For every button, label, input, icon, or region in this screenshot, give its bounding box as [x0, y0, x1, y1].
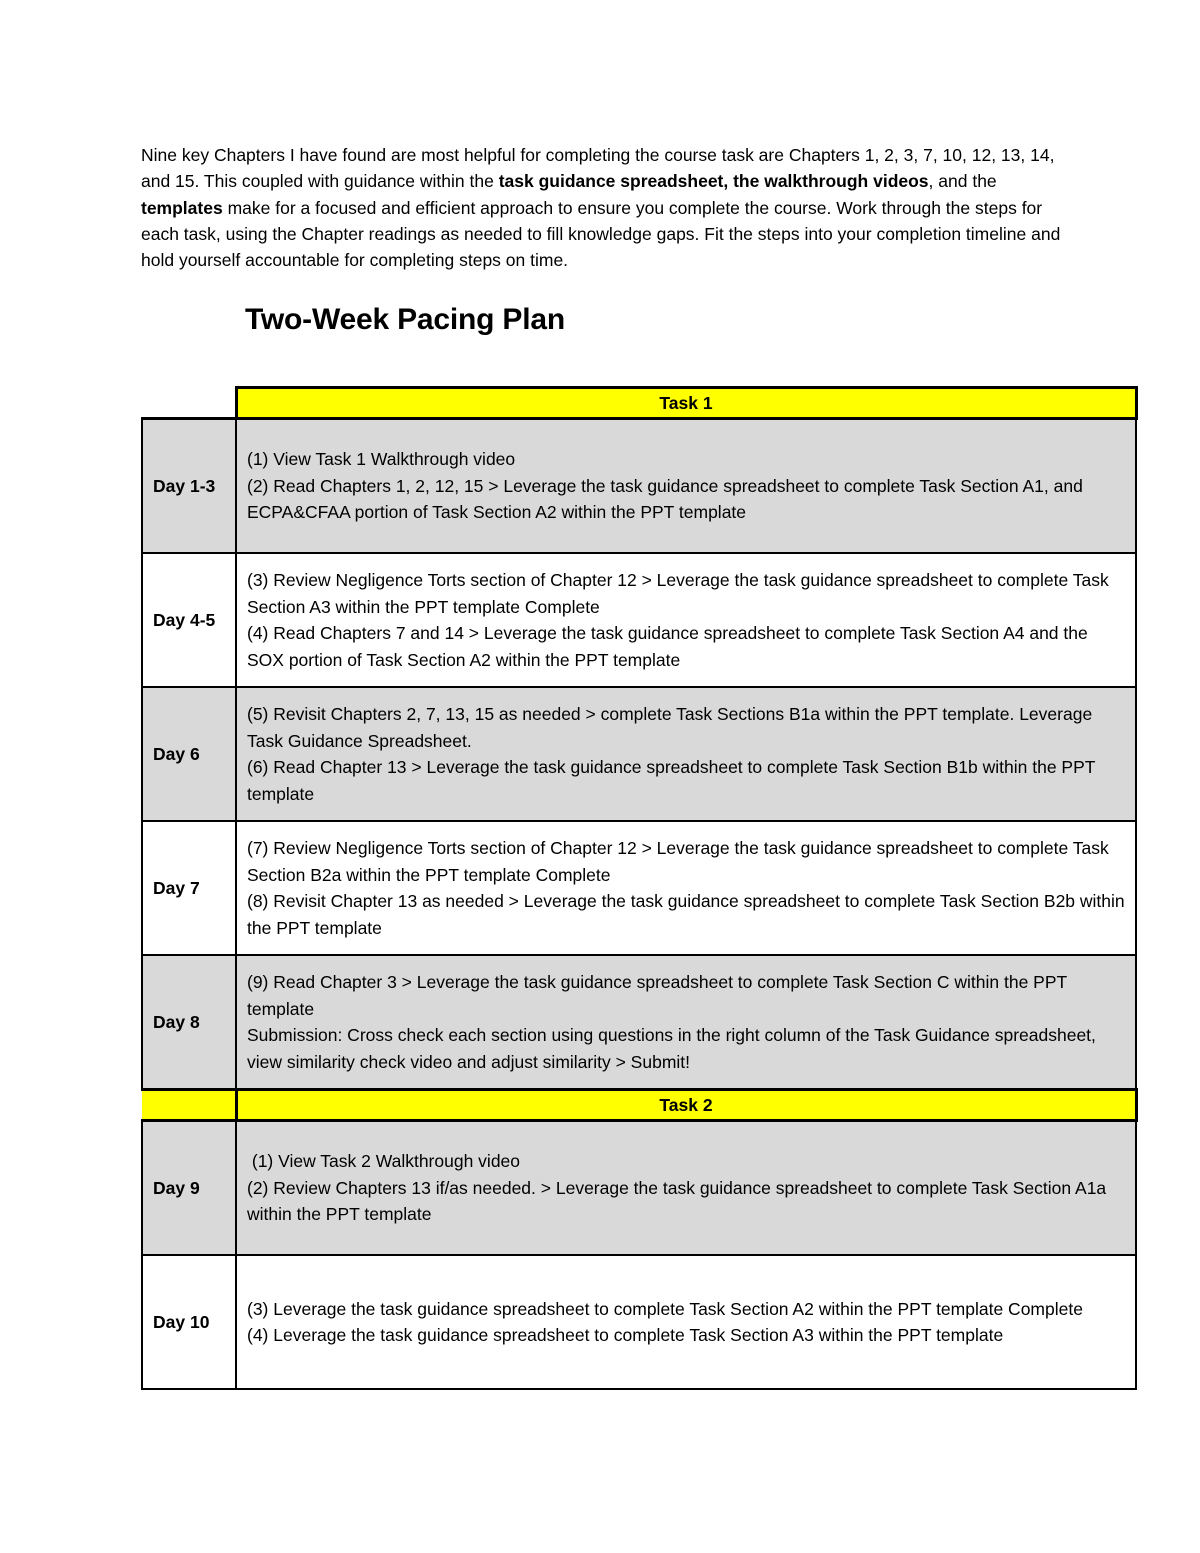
task-1-header: Task 1	[236, 388, 1136, 419]
task-1-header-row	[142, 388, 1136, 419]
day-content	[236, 1255, 1136, 1389]
step-text: (2) Read Chapters 1, 2, 12, 15 > Leverage the task guidance spreadsheet to complete Task Section A1, and ECPA&CFAA portion of Task Section A2 within the PPT template	[247, 475, 1083, 523]
intro-bold-1: task guidance spreadsheet, the walkthrough videos	[498, 171, 929, 192]
table-row	[142, 1255, 1136, 1389]
day-content	[236, 687, 1136, 821]
day-content	[236, 553, 1136, 687]
step-text: (3) Review Negligence Torts section of Chapter 12 > Leverage the task guidance spreadsheet to complete Task Section A3 within the PPT template Complete	[247, 570, 1109, 617]
step-text: (2) Review Chapters 13 if/as needed. > Leverage the task guidance spreadsheet to complete Task Section A1a within the PPT template	[247, 1177, 1107, 1225]
day-content	[236, 1121, 1136, 1256]
task-2-header: Task 2	[236, 1090, 1136, 1121]
step-text: (1) View Task 2 Walkthrough video	[247, 1151, 521, 1172]
table-row	[142, 419, 1136, 554]
day-label: Day 1-3	[142, 419, 236, 554]
intro-text-1: Nine key Chapters I have found are most helpful for completing the course task are Chapters 1, 2, 3, 7, 10, 12, 13, 14, and 15. This coupled with guidance within the	[141, 145, 1055, 192]
day-content	[236, 419, 1136, 554]
table-row	[142, 553, 1136, 687]
step-text: Submission: Cross check each section using questions in the right column of the Task Guidance spreadsheet, view similarity check video and adjust similarity > Submit!	[247, 1025, 1096, 1072]
pacing-plan-table	[141, 386, 1138, 1390]
day-content	[236, 955, 1136, 1090]
step-text: (4) Read Chapters 7 and 14 > Leverage the task guidance spreadsheet to complete Task Section A4 and the SOX portion of Task Section A2 within the PPT template	[247, 623, 1088, 670]
step-text: (1) View Task 1 Walkthrough video	[247, 449, 516, 470]
task-2-header-row	[142, 1090, 1136, 1121]
step-text: (3) Leverage the task guidance spreadsheet to complete Task Section A2 within the PPT template Complete	[247, 1298, 1083, 1319]
day-label: Day 9	[142, 1121, 236, 1256]
day-label: Day 6	[142, 687, 236, 821]
intro-text-3: make for a focused and efficient approach to ensure you complete the course. Work through the steps for each task, using the Chapter readings as needed to fill knowledge gaps. Fit the steps into your completion timeline and hold yourself accountable for completing steps on time.	[141, 197, 1061, 271]
task-1-header-blank-cell	[142, 388, 236, 419]
intro-bold-2: templates	[141, 197, 223, 218]
step-text: (8) Revisit Chapter 13 as needed > Leverage the task guidance spreadsheet to complete Task Section B2b within the PPT template	[247, 891, 1125, 938]
table-row	[142, 687, 1136, 821]
page-title: Two-Week Pacing Plan	[245, 303, 565, 336]
step-text: (6) Read Chapter 13 > Leverage the task guidance spreadsheet to complete Task Section B1b within the PPT template	[247, 757, 1096, 804]
table-row	[142, 821, 1136, 955]
intro-paragraph	[141, 142, 1061, 273]
step-text: (9) Read Chapter 3 > Leverage the task guidance spreadsheet to complete Task Section C within the PPT template	[247, 972, 1067, 1019]
day-label: Day 10	[142, 1255, 236, 1389]
day-label: Day 8	[142, 955, 236, 1090]
day-label: Day 7	[142, 821, 236, 955]
step-text: (7) Review Negligence Torts section of Chapter 12 > Leverage the task guidance spreadsheet to complete Task Section B2a within the PPT template Complete	[247, 838, 1109, 885]
table-row	[142, 1121, 1136, 1256]
step-text: (4) Leverage the task guidance spreadsheet to complete Task Section A3 within the PPT template	[247, 1325, 1004, 1345]
step-text: (5) Revisit Chapters 2, 7, 13, 15 as needed > complete Task Sections B1a within the PPT template. Leverage Task Guidance Spreadsheet.	[247, 704, 1093, 751]
day-label: Day 4-5	[142, 553, 236, 687]
day-content	[236, 821, 1136, 955]
intro-text-2: , and the	[928, 171, 997, 192]
task-2-header-blank-cell	[142, 1090, 236, 1121]
table-row	[142, 955, 1136, 1090]
